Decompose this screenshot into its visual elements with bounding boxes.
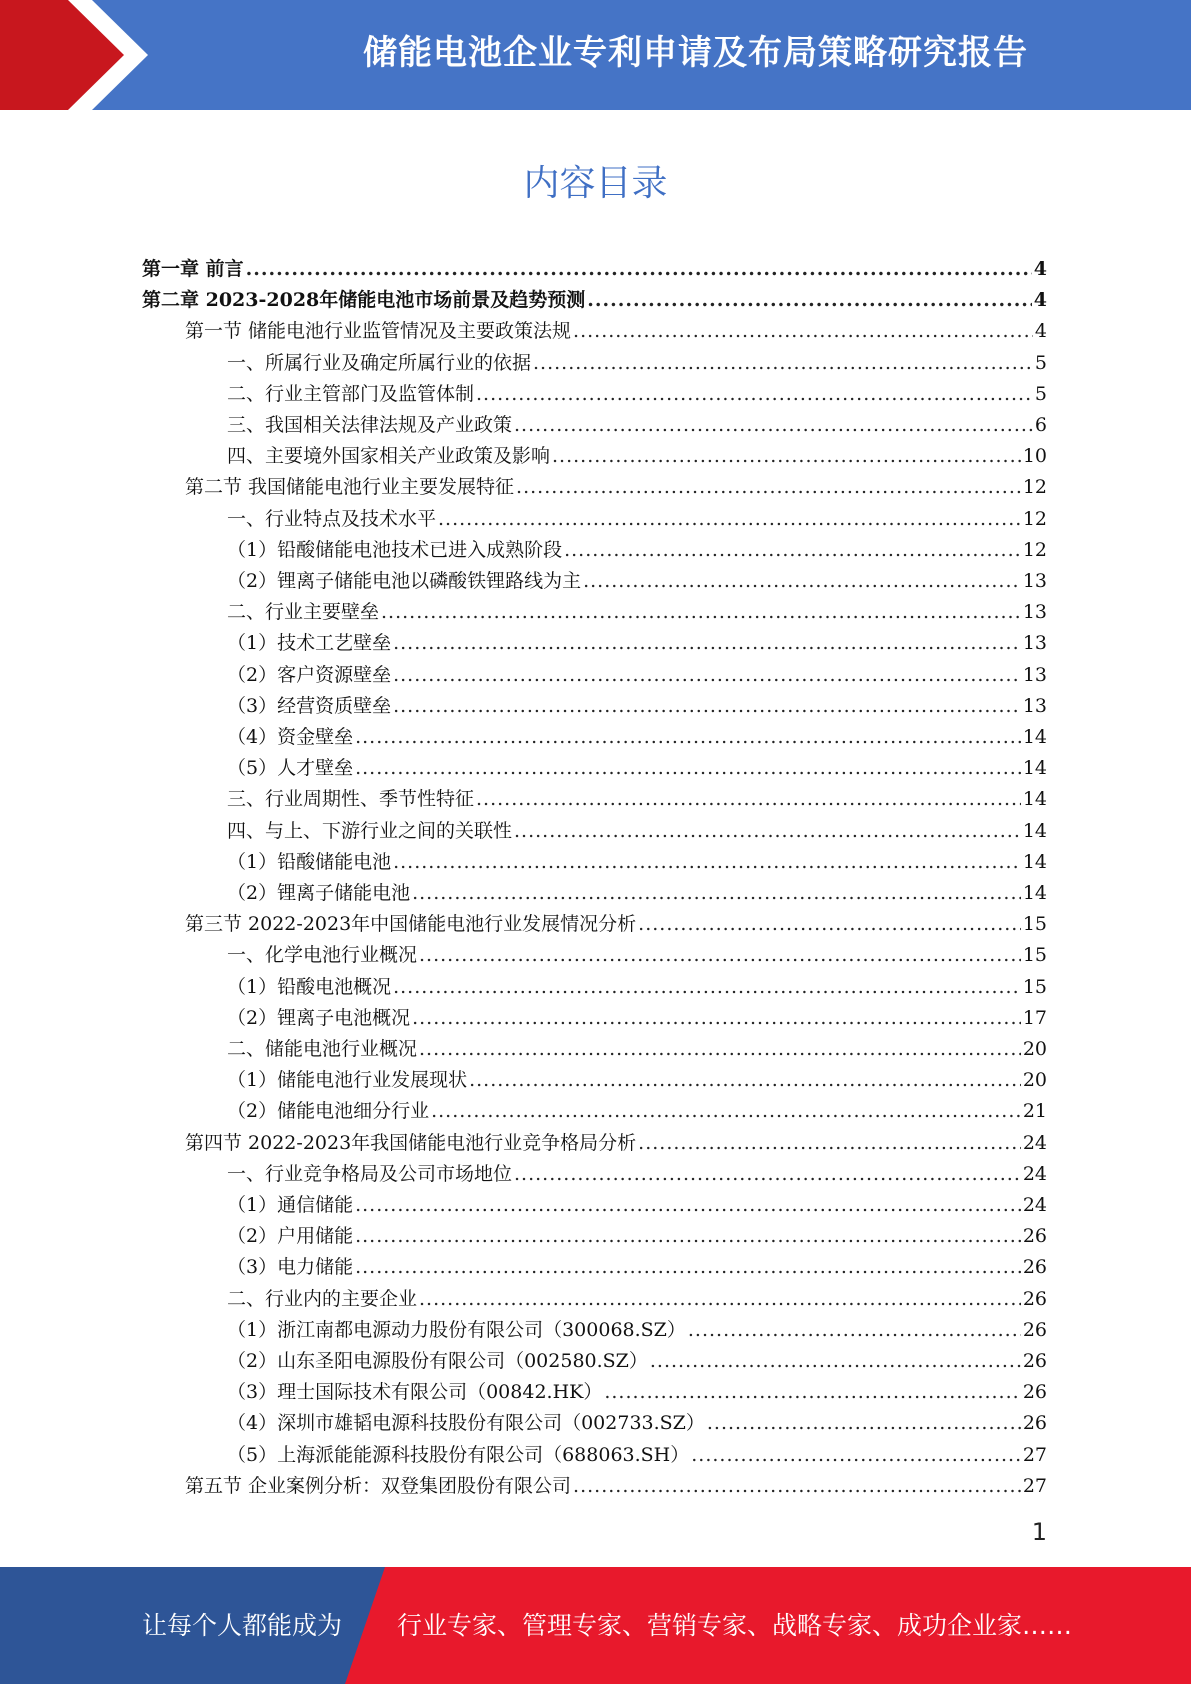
toc-entry-title: 第五节 企业案例分析：双登集团股份有限公司 [185, 1474, 572, 1497]
toc-entry[interactable] [227, 1252, 1047, 1283]
toc-entry-title: （1）技术工艺壁垒 [227, 632, 392, 655]
toc-entry-page: 24 [1022, 1131, 1047, 1154]
toc-dot-leader [691, 1440, 1021, 1471]
toc-dot-leader [533, 348, 1033, 379]
toc-dot-leader [355, 1190, 1021, 1221]
toc-entry-page: 13 [1022, 632, 1047, 655]
toc-entry[interactable] [227, 1159, 1047, 1190]
toc-entry[interactable] [227, 1377, 1047, 1408]
toc-entry-title: 三、我国相关法律法规及产业政策 [227, 414, 513, 436]
toc-entry-title: （1）储能电池行业发展现状 [227, 1069, 468, 1092]
toc-entry-page: 14 [1022, 882, 1047, 904]
toc-dot-leader [476, 379, 1033, 410]
toc-dot-leader [412, 878, 1021, 909]
toc-entry-title: 第三节 2022-2023年中国储能电池行业发展情况分析 [185, 913, 637, 936]
toc-entry-page: 20 [1022, 1038, 1047, 1060]
toc-entry-title: 第一节 储能电池行业监管情况及主要政策法规 [185, 320, 572, 343]
toc-entry-page: 26 [1022, 1225, 1047, 1248]
toc-dot-leader [514, 410, 1033, 441]
toc-entry[interactable] [227, 1346, 1047, 1377]
toc-dot-leader [393, 691, 1021, 722]
toc-entry-title: （2）客户资源壁垒 [227, 663, 392, 686]
toc-entry-page: 26 [1022, 1287, 1047, 1310]
toc-entry-page: 15 [1022, 944, 1047, 967]
header-banner [0, 0, 1191, 110]
toc-dot-leader [419, 1034, 1021, 1065]
toc-dot-leader [355, 753, 1021, 784]
toc-entry-page: 27 [1022, 1474, 1047, 1497]
toc-entry[interactable] [227, 504, 1047, 535]
toc-entry-page: 13 [1022, 663, 1047, 686]
toc-dot-leader [419, 940, 1021, 971]
toc-entry-title: （1）通信储能 [227, 1194, 354, 1216]
toc-entry-title: 一、所属行业及确定所属行业的依据 [227, 351, 532, 374]
toc-entry-title: （3）理士国际技术有限公司（00842.HK） [227, 1381, 603, 1404]
toc-dot-leader [431, 1096, 1021, 1127]
toc-entry-page: 15 [1022, 975, 1047, 998]
toc-entry[interactable] [185, 909, 1047, 940]
toc-entry-title: （2）锂离子电池概况 [227, 1006, 411, 1029]
toc-entry[interactable] [227, 847, 1047, 878]
footer-banner [0, 1567, 1191, 1684]
toc-dot-leader [355, 722, 1021, 753]
toc-entry[interactable] [185, 1471, 1047, 1502]
toc-entry[interactable] [185, 472, 1047, 503]
toc-entry-page: 21 [1022, 1100, 1047, 1123]
toc-entry-page: 6 [1034, 414, 1047, 436]
toc-dot-leader [469, 1065, 1021, 1096]
toc-entry[interactable] [142, 254, 1047, 285]
toc-entry-title: 二、行业主管部门及监管体制 [227, 382, 475, 405]
toc-heading: 内容目录 [523, 163, 668, 204]
toc-entry[interactable] [227, 441, 1047, 472]
toc-entry-page: 26 [1022, 1412, 1047, 1435]
toc-dot-leader [707, 1408, 1021, 1439]
toc-entry[interactable] [227, 1221, 1047, 1252]
footer-left-slogan: 让每个人都能成为 [142, 1611, 343, 1640]
toc-dot-leader [514, 816, 1021, 847]
toc-dot-leader [355, 1252, 1021, 1283]
toc-dot-leader [573, 1471, 1021, 1502]
toc-entry-title: （1）铅酸电池概况 [227, 975, 392, 998]
toc-entry[interactable] [227, 1408, 1047, 1439]
toc-dot-leader [587, 285, 1032, 316]
toc-entry-page: 5 [1034, 382, 1047, 405]
toc-dot-leader [476, 784, 1021, 815]
toc-entry[interactable] [227, 691, 1047, 722]
toc-entry[interactable] [185, 316, 1047, 347]
header-title: 储能电池企业专利申请及布局策略研究报告 [363, 33, 1028, 73]
toc-entry-title: 一、行业竞争格局及公司市场地位 [227, 1162, 513, 1185]
toc-entry-title: （1）铅酸储能电池 [227, 850, 392, 873]
toc-entry-title: 二、储能电池行业概况 [227, 1038, 418, 1060]
toc-entry-title: （2）锂离子储能电池 [227, 882, 411, 904]
toc-entry-page: 5 [1034, 351, 1047, 374]
toc-entry-page: 14 [1022, 757, 1047, 780]
toc-dot-leader [688, 1315, 1021, 1346]
toc-entry-page: 12 [1022, 476, 1047, 499]
toc-entry-page: 26 [1022, 1350, 1047, 1372]
toc-entry-page: 14 [1022, 726, 1047, 748]
toc-entry-title: 第四节 2022-2023年我国储能电池行业竞争格局分析 [185, 1131, 637, 1154]
toc-entry-page: 26 [1022, 1318, 1047, 1341]
toc-entry[interactable] [142, 285, 1047, 316]
toc-entry-title: 二、行业主要壁垒 [227, 601, 380, 624]
toc-entry-title: 一、化学电池行业概况 [227, 944, 418, 967]
toc-entry[interactable] [227, 628, 1047, 659]
toc-entry[interactable] [227, 348, 1047, 379]
toc-entry[interactable] [227, 1065, 1047, 1096]
toc-dot-leader [419, 1284, 1021, 1315]
toc-entry-page: 15 [1022, 913, 1047, 936]
toc-dot-leader [438, 504, 1021, 535]
toc-entry-page: 14 [1022, 788, 1047, 811]
toc-entry-title: （2）储能电池细分行业 [227, 1100, 430, 1123]
toc-entry[interactable] [227, 410, 1047, 441]
toc-entry-page: 26 [1022, 1381, 1047, 1404]
toc-entry[interactable] [227, 1190, 1047, 1221]
toc-dot-leader [514, 1159, 1021, 1190]
toc-entry-title: （5）人才壁垒 [227, 757, 354, 780]
toc-entry[interactable] [227, 753, 1047, 784]
toc-dot-leader [246, 254, 1032, 285]
toc-dot-leader [393, 628, 1021, 659]
toc-entry-page: 12 [1022, 538, 1047, 561]
toc-entry-page: 4 [1033, 258, 1047, 280]
toc-entry-page: 13 [1022, 694, 1047, 717]
toc-entry-page: 13 [1022, 601, 1047, 624]
toc-entry-title: （3）电力储能 [227, 1256, 354, 1279]
toc-entry[interactable] [227, 660, 1047, 691]
toc-entry-page: 13 [1022, 570, 1047, 592]
toc-entry-page: 10 [1022, 445, 1047, 468]
toc-entry[interactable] [227, 878, 1047, 909]
toc-dot-leader [638, 1128, 1021, 1159]
toc-dot-leader [604, 1377, 1020, 1408]
toc-entry-title: 一、行业特点及技术水平 [227, 507, 437, 530]
toc-dot-leader [516, 472, 1021, 503]
toc-entry[interactable] [227, 597, 1047, 628]
toc-entry[interactable] [227, 566, 1047, 597]
toc-entry[interactable] [227, 535, 1047, 566]
toc-entry-page: 14 [1022, 819, 1047, 842]
toc-entry[interactable] [227, 1315, 1047, 1346]
toc-dot-leader [650, 1346, 1021, 1377]
toc-entry-title: 四、与上、下游行业之间的关联性 [227, 819, 513, 842]
toc-dot-leader [355, 1221, 1021, 1252]
toc-entry[interactable] [227, 1440, 1047, 1471]
toc-dot-leader [583, 566, 1021, 597]
toc-dot-leader [393, 660, 1021, 691]
toc-entry[interactable] [227, 379, 1047, 410]
toc-entry-title: （3）经营资质壁垒 [227, 694, 392, 717]
toc-dot-leader [412, 1003, 1021, 1034]
toc-entry[interactable] [227, 1003, 1047, 1034]
toc-dot-leader [393, 847, 1021, 878]
toc-entry-title: 第二章 2023-2028年储能电池市场前景及趋势预测 [142, 289, 586, 312]
toc-dot-leader [552, 441, 1021, 472]
toc-entry-page: 27 [1022, 1443, 1047, 1466]
toc-entry-title: 二、行业内的主要企业 [227, 1287, 418, 1310]
toc-entry-title: （4）资金壁垒 [227, 726, 354, 748]
toc-entry[interactable] [227, 784, 1047, 815]
toc-entry-title: （2）户用储能 [227, 1225, 354, 1248]
toc-entry-title: （1）铅酸储能电池技术已进入成熟阶段 [227, 538, 563, 561]
toc-entry-title: 第一章 前言 [142, 258, 244, 280]
toc-entry-title: （5）上海派能能源科技股份有限公司（688063.SH） [227, 1443, 690, 1466]
toc-entry-title: 三、行业周期性、季节性特征 [227, 788, 475, 811]
toc-entry-page: 24 [1022, 1194, 1047, 1216]
toc-entry-page: 12 [1022, 507, 1047, 530]
toc-entry-title: （1）浙江南都电源动力股份有限公司（300068.SZ） [227, 1318, 686, 1341]
toc-entry-page: 20 [1022, 1069, 1047, 1092]
toc-entry-page: 4 [1034, 320, 1047, 343]
toc-entry-title: （4）深圳市雄韬电源科技股份有限公司（002733.SZ） [227, 1412, 705, 1435]
toc-entry[interactable] [227, 816, 1047, 847]
toc-entry-title: 第二节 我国储能电池行业主要发展特征 [185, 476, 515, 499]
toc-entry[interactable] [227, 940, 1047, 971]
toc-entry-page: 17 [1022, 1006, 1047, 1029]
toc-entry-page: 4 [1033, 289, 1047, 312]
toc-entry-title: 四、主要境外国家相关产业政策及影响 [227, 445, 551, 468]
page-number: 1 [1031, 1518, 1047, 1546]
toc-entry-title: （2）山东圣阳电源股份有限公司（002580.SZ） [227, 1350, 648, 1372]
toc-entry-page: 24 [1022, 1162, 1047, 1185]
toc-dot-leader [573, 316, 1033, 347]
toc-entry[interactable] [227, 972, 1047, 1003]
toc-entry-title: （2）锂离子储能电池以磷酸铁锂路线为主 [227, 570, 582, 592]
toc-entry[interactable] [227, 1096, 1047, 1127]
toc-dot-leader [564, 535, 1021, 566]
toc-dot-leader [638, 909, 1021, 940]
toc-dot-leader [393, 972, 1021, 1003]
toc-entry[interactable] [227, 1284, 1047, 1315]
toc-entry[interactable] [227, 1034, 1047, 1065]
toc-entry-page: 14 [1022, 850, 1047, 873]
toc-dot-leader [381, 597, 1021, 628]
toc-entry[interactable] [227, 722, 1047, 753]
footer-right-slogan: 行业专家、管理专家、营销专家、战略专家、成功企业家…… [397, 1611, 1073, 1640]
toc-entry[interactable] [185, 1128, 1047, 1159]
toc-entry-page: 26 [1022, 1256, 1047, 1279]
